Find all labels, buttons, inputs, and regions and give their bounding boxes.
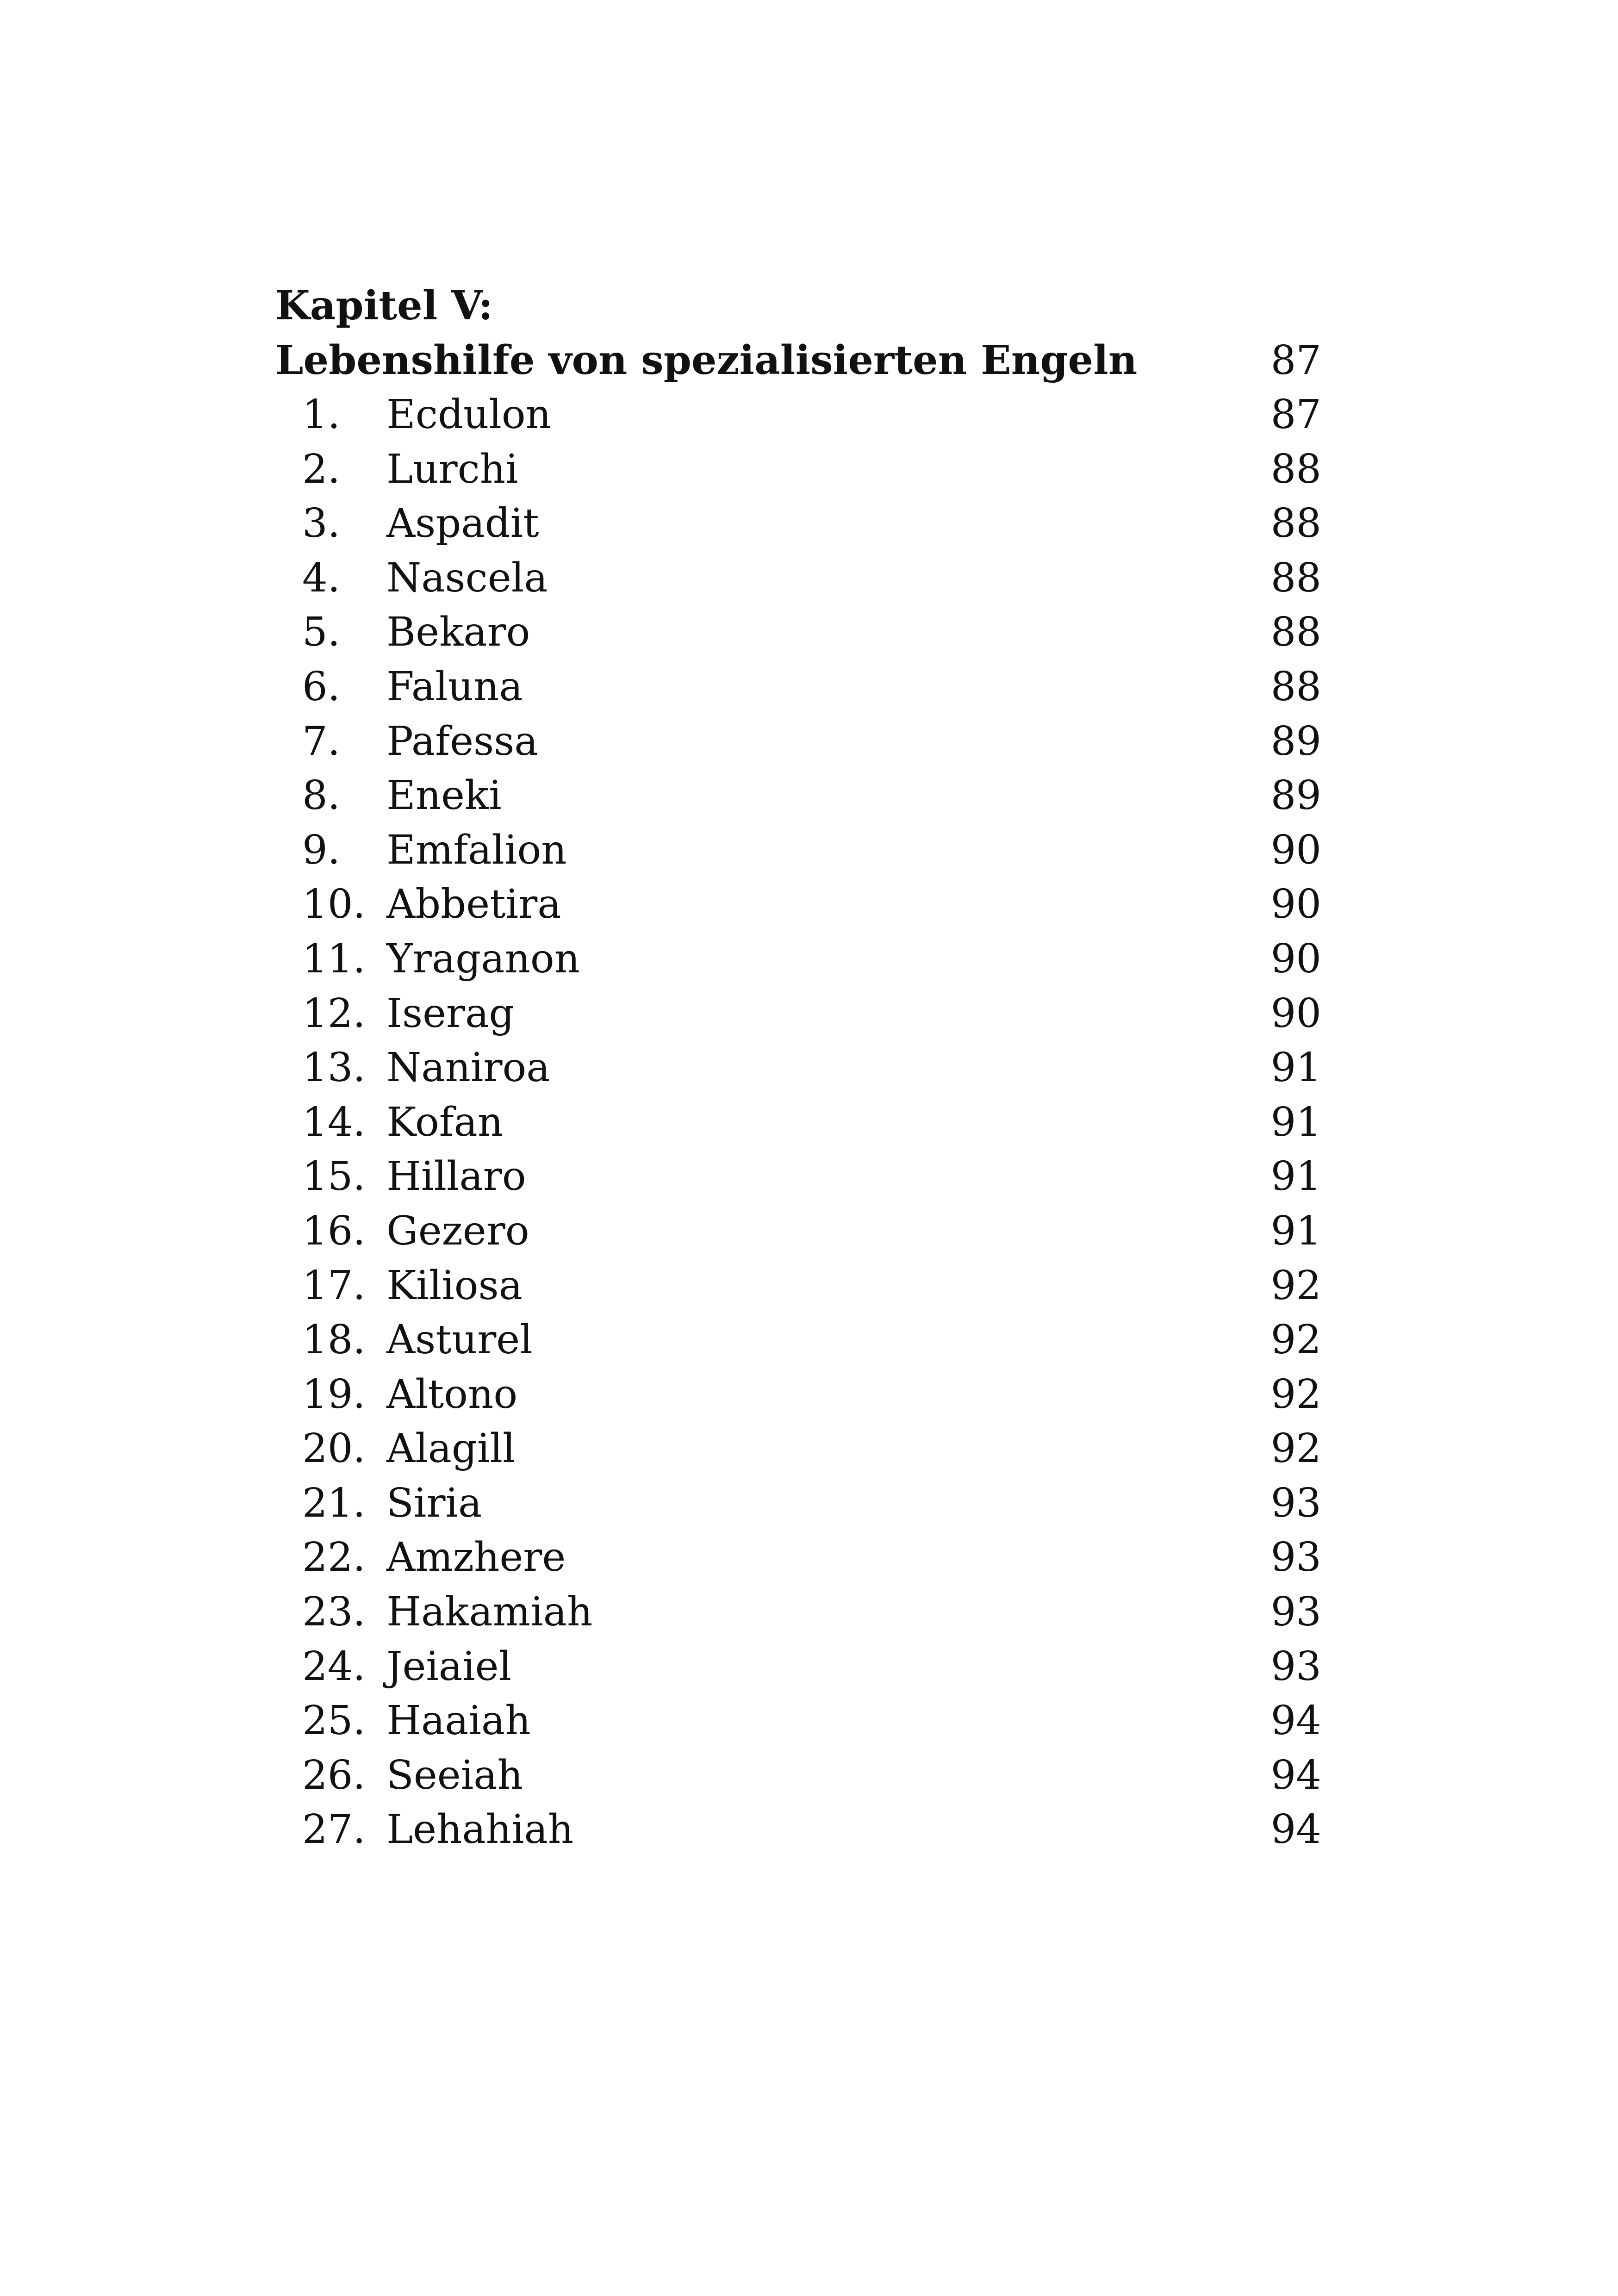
toc-entry-page-number: 89: [1270, 718, 1321, 765]
toc-entry: [275, 1748, 1321, 1803]
toc-entry-name: Pafessa: [386, 718, 538, 765]
toc-entry: [275, 823, 1321, 878]
toc-entry: [275, 497, 1321, 551]
toc-entry-number: 25.: [302, 1698, 366, 1744]
toc-entry: [275, 1150, 1321, 1204]
chapter-page-number: 87: [1270, 337, 1321, 384]
toc-entry-name: Siria: [386, 1480, 482, 1526]
toc-entry-number: 27.: [302, 1806, 366, 1853]
toc-entry: [275, 715, 1321, 769]
toc-entry: [275, 660, 1321, 715]
toc-entry: [275, 1531, 1321, 1585]
toc-entry-name: Aspadit: [386, 500, 539, 547]
toc-entry: [275, 605, 1321, 660]
toc-entry-list: [275, 388, 1321, 1857]
toc-entry-number: 18.: [302, 1317, 366, 1363]
chapter-label: Kapitel V:: [275, 282, 493, 329]
table-of-contents: [275, 279, 1321, 1857]
toc-entry-page-number: 93: [1270, 1589, 1321, 1636]
toc-entry-number: 21.: [302, 1480, 366, 1526]
toc-entry: [275, 551, 1321, 606]
toc-entry: [275, 1368, 1321, 1422]
toc-entry-page-number: 88: [1270, 500, 1321, 547]
toc-entry-number: 2.: [302, 446, 341, 492]
toc-entry-number: 9.: [302, 827, 341, 873]
toc-entry-page-number: 94: [1270, 1698, 1321, 1744]
toc-entry-page-number: 88: [1270, 609, 1321, 656]
toc-entry: [275, 1585, 1321, 1640]
toc-entry-name: Hillaro: [386, 1153, 526, 1200]
toc-entry-name: Kofan: [386, 1099, 504, 1145]
toc-entry: [275, 769, 1321, 823]
toc-entry-number: 12.: [302, 990, 366, 1037]
toc-entry-number: 7.: [302, 718, 341, 765]
toc-entry-name: Hakamiah: [386, 1589, 593, 1636]
toc-entry-number: 26.: [302, 1752, 366, 1798]
chapter-title-row: [275, 333, 1321, 388]
toc-entry-page-number: 89: [1270, 772, 1321, 819]
toc-entry: [275, 1259, 1321, 1313]
toc-entry-page-number: 91: [1270, 1099, 1321, 1145]
toc-entry: [275, 987, 1321, 1041]
toc-entry: [275, 1095, 1321, 1150]
toc-entry-number: 6.: [302, 663, 341, 710]
toc-entry: [275, 1041, 1321, 1095]
toc-entry-page-number: 88: [1270, 446, 1321, 492]
toc-entry: [275, 877, 1321, 932]
toc-entry-page-number: 94: [1270, 1806, 1321, 1853]
toc-entry: [275, 1204, 1321, 1259]
toc-entry-page-number: 90: [1270, 881, 1321, 928]
toc-entry-name: Haaiah: [386, 1698, 531, 1744]
toc-entry-name: Naniroa: [386, 1045, 550, 1091]
toc-entry-number: 15.: [302, 1153, 366, 1200]
toc-entry-name: Yraganon: [386, 935, 580, 982]
toc-entry-page-number: 92: [1270, 1425, 1321, 1472]
toc-entry-name: Seeiah: [386, 1752, 523, 1798]
toc-entry-page-number: 93: [1270, 1643, 1321, 1690]
toc-entry-page-number: 90: [1270, 935, 1321, 982]
toc-entry-number: 16.: [302, 1207, 366, 1254]
toc-entry: [275, 1694, 1321, 1748]
toc-entry-name: Alagill: [386, 1425, 516, 1472]
toc-entry-number: 14.: [302, 1099, 366, 1145]
toc-entry-number: 5.: [302, 609, 341, 656]
toc-entry-page-number: 92: [1270, 1262, 1321, 1309]
toc-entry-page-number: 91: [1270, 1045, 1321, 1091]
toc-entry-number: 13.: [302, 1045, 366, 1091]
toc-entry-name: Ecdulon: [386, 392, 552, 438]
toc-entry: [275, 388, 1321, 442]
toc-entry-number: 17.: [302, 1262, 366, 1309]
toc-entry-page-number: 87: [1270, 392, 1321, 438]
toc-entry-name: Amzhere: [386, 1534, 566, 1581]
toc-entry-page-number: 94: [1270, 1752, 1321, 1798]
toc-entry-name: Lehahiah: [386, 1806, 574, 1853]
toc-entry: [275, 1640, 1321, 1694]
toc-entry-number: 20.: [302, 1425, 366, 1472]
toc-entry-name: Faluna: [386, 663, 523, 710]
toc-entry: [275, 1313, 1321, 1368]
toc-entry-name: Iserag: [386, 990, 515, 1037]
toc-entry-number: 24.: [302, 1643, 366, 1690]
toc-entry-name: Asturel: [386, 1317, 533, 1363]
toc-entry: [275, 1476, 1321, 1531]
toc-entry-page-number: 92: [1270, 1371, 1321, 1418]
toc-entry-page-number: 88: [1270, 554, 1321, 601]
toc-entry-name: Kiliosa: [386, 1262, 523, 1309]
toc-entry-name: Altono: [386, 1371, 518, 1418]
toc-entry-page-number: 88: [1270, 663, 1321, 710]
toc-entry-number: 8.: [302, 772, 341, 819]
toc-entry-name: Bekaro: [386, 609, 530, 656]
toc-entry: [275, 932, 1321, 987]
toc-entry-name: Nascela: [386, 554, 548, 601]
toc-entry-name: Lurchi: [386, 446, 518, 492]
toc-entry-page-number: 91: [1270, 1207, 1321, 1254]
toc-entry-page-number: 90: [1270, 990, 1321, 1037]
toc-entry: [275, 442, 1321, 497]
toc-entry-page-number: 93: [1270, 1480, 1321, 1526]
toc-entry-number: 10.: [302, 881, 366, 928]
chapter-title: Lebenshilfe von spezialisierten Engeln: [275, 337, 1138, 384]
toc-entry-name: Gezero: [386, 1207, 529, 1254]
toc-entry-page-number: 93: [1270, 1534, 1321, 1581]
toc-entry-number: 11.: [302, 935, 366, 982]
toc-entry-number: 4.: [302, 554, 341, 601]
toc-entry-number: 23.: [302, 1589, 366, 1636]
toc-entry-name: Jeiaiel: [386, 1643, 512, 1690]
toc-entry-name: Emfalion: [386, 827, 567, 873]
toc-entry: [275, 1803, 1321, 1857]
toc-entry-number: 3.: [302, 500, 341, 547]
toc-entry: [275, 1422, 1321, 1476]
toc-entry-name: Abbetira: [386, 881, 561, 928]
toc-entry-page-number: 91: [1270, 1153, 1321, 1200]
toc-entry-page-number: 92: [1270, 1317, 1321, 1363]
toc-entry-name: Eneki: [386, 772, 502, 819]
toc-entry-number: 1.: [302, 392, 341, 438]
toc-entry-number: 19.: [302, 1371, 366, 1418]
toc-entry-page-number: 90: [1270, 827, 1321, 873]
toc-entry-number: 22.: [302, 1534, 366, 1581]
